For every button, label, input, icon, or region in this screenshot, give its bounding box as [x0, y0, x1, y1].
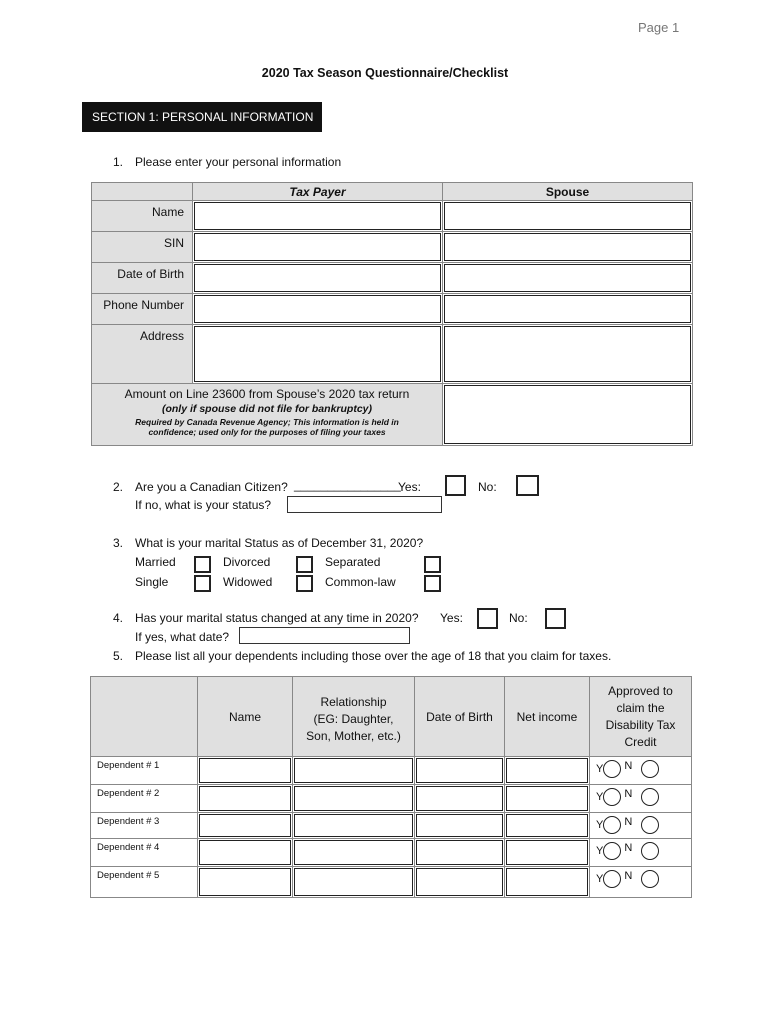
- taxpayer-address-input[interactable]: [194, 326, 441, 382]
- dep4-yes-radio[interactable]: [603, 842, 621, 860]
- dep4-income-input[interactable]: [506, 840, 588, 865]
- common-law-checkbox[interactable]: [424, 575, 441, 592]
- dep3-dob-input[interactable]: [416, 814, 503, 837]
- taxpayer-dob-cell: [193, 263, 443, 294]
- taxpayer-sin-input[interactable]: [194, 233, 441, 261]
- spouse-dob-input[interactable]: [444, 264, 691, 292]
- dep5-y-label: Y: [596, 872, 604, 885]
- dep5-relationship-input[interactable]: [294, 868, 413, 896]
- dep3-income-cell: [505, 813, 590, 839]
- dep4-relationship-cell: [293, 839, 415, 867]
- divorced-label: Divorced: [223, 555, 271, 569]
- dep2-n-label: N: [624, 788, 633, 800]
- dependent-row-5: [91, 867, 692, 898]
- dep-relationship-header: [293, 677, 415, 757]
- dep4-name-input[interactable]: [199, 840, 291, 865]
- dep-disability-header-line4: Credit: [624, 734, 657, 749]
- dependents-corner-cell: [91, 677, 198, 757]
- section-1-header: SECTION 1: PERSONAL INFORMATION: [82, 102, 322, 132]
- taxpayer-phone-cell: [193, 294, 443, 325]
- dep4-dob-cell: [415, 839, 505, 867]
- dependent-row-3: [91, 813, 692, 839]
- spouse-dob-cell: [443, 263, 693, 294]
- dep4-name-cell: [198, 839, 293, 867]
- dep4-disability-cell: [590, 839, 692, 867]
- taxpayer-phone-input[interactable]: [194, 295, 441, 323]
- dep-dob-header: Date of Birth: [415, 677, 505, 757]
- dep5-disability-cell: [590, 867, 692, 898]
- widowed-label: Widowed: [223, 575, 273, 589]
- dep4-income-cell: [505, 839, 590, 867]
- dep4-no-radio[interactable]: [641, 842, 659, 860]
- spouse-income-label: [92, 384, 443, 446]
- dependent-3-label: Dependent # 3: [91, 813, 198, 839]
- question-2-underline: ________________: [294, 478, 401, 492]
- dependents-table: [90, 676, 692, 898]
- widowed-checkbox[interactable]: [296, 575, 313, 592]
- change-date-label: If yes, what date?: [135, 630, 230, 644]
- taxpayer-name-cell: [193, 201, 443, 232]
- taxpayer-sin-cell: [193, 232, 443, 263]
- dep1-y-label: Y: [596, 762, 604, 775]
- row-label-address: Address: [92, 325, 193, 384]
- separated-label: Separated: [325, 555, 381, 569]
- spouse-income-line4: confidence; used only for the purposes of filing your taxes: [148, 427, 386, 437]
- dep1-relationship-cell: [293, 757, 415, 785]
- dep4-n-label: N: [624, 842, 633, 854]
- dep2-income-cell: [505, 785, 590, 813]
- document-title: 2020 Tax Season Questionnaire/Checklist: [261, 66, 509, 80]
- dep3-dob-cell: [415, 813, 505, 839]
- dependent-row-4: [91, 839, 692, 867]
- dep3-n-label: N: [624, 816, 633, 828]
- spouse-phone-input[interactable]: [444, 295, 691, 323]
- citizen-no-checkbox[interactable]: [516, 475, 539, 496]
- married-checkbox[interactable]: [194, 556, 211, 573]
- dep1-dob-cell: [415, 757, 505, 785]
- dep5-name-cell: [198, 867, 293, 898]
- dep2-name-input[interactable]: [199, 786, 291, 811]
- dep1-name-cell: [198, 757, 293, 785]
- dep1-relationship-input[interactable]: [294, 758, 413, 783]
- dep3-name-cell: [198, 813, 293, 839]
- page-number: Page 1: [638, 20, 680, 35]
- spouse-income-input[interactable]: [444, 385, 691, 444]
- question-5-text: Please list all your dependents including those over the age of 18 that you claim for taxes.: [135, 649, 612, 663]
- status-changed-no-label: No:: [509, 611, 528, 625]
- spouse-income-line3: Required by Canada Revenue Agency; This information is held in: [135, 417, 399, 427]
- dep2-dob-cell: [415, 785, 505, 813]
- dependent-1-label: Dependent # 1: [91, 757, 198, 785]
- status-label: If no, what is your status?: [135, 498, 272, 512]
- dep2-no-radio[interactable]: [641, 788, 659, 806]
- common-law-label: Common-law: [325, 575, 396, 589]
- dep2-relationship-input[interactable]: [294, 786, 413, 811]
- dep2-dob-input[interactable]: [416, 786, 503, 811]
- question-3-number: 3.: [113, 536, 124, 550]
- question-4-number: 4.: [113, 611, 124, 625]
- dep3-name-input[interactable]: [199, 814, 291, 837]
- dep3-income-input[interactable]: [506, 814, 588, 837]
- dep3-no-radio[interactable]: [641, 816, 659, 834]
- citizen-yes-label: Yes:: [398, 480, 421, 494]
- question-3-text: What is your marital Status as of December 31, 2020?: [135, 536, 424, 550]
- personal-info-table: [91, 182, 693, 446]
- question-4-text: Has your marital status changed at any time in 2020?: [135, 611, 419, 625]
- spouse-income-line1: Amount on Line 23600 from Spouse’s 2020 tax return: [124, 387, 410, 401]
- dep5-relationship-cell: [293, 867, 415, 898]
- question-1-text: Please enter your personal information: [135, 155, 342, 169]
- dep5-no-radio[interactable]: [641, 870, 659, 888]
- spouse-income-line2: (only if spouse did not file for bankruptcy): [161, 403, 372, 415]
- taxpayer-dob-input[interactable]: [194, 264, 441, 292]
- dep-income-header: Net income: [505, 677, 590, 757]
- question-1: [113, 155, 341, 169]
- dep5-income-input[interactable]: [506, 868, 588, 896]
- question-2-text: Are you a Canadian Citizen?: [135, 480, 288, 494]
- spouse-phone-cell: [443, 294, 693, 325]
- single-label: Single: [135, 575, 169, 589]
- dep3-yes-radio[interactable]: [603, 816, 621, 834]
- taxpayer-address-cell: [193, 325, 443, 384]
- dep5-n-label: N: [624, 870, 633, 882]
- taxpayer-name-input[interactable]: [194, 202, 441, 230]
- dep5-name-input[interactable]: [199, 868, 291, 896]
- divorced-checkbox[interactable]: [296, 556, 313, 573]
- dep1-dob-input[interactable]: [416, 758, 503, 783]
- dep2-yes-radio[interactable]: [603, 788, 621, 806]
- dependent-4-label: Dependent # 4: [91, 839, 198, 867]
- single-checkbox[interactable]: [194, 575, 211, 592]
- dep-name-header: Name: [198, 677, 293, 757]
- question-2-number: 2.: [113, 480, 124, 494]
- taxpayer-header: Tax Payer: [193, 183, 443, 201]
- spouse-address-cell: [443, 325, 693, 384]
- dep2-disability-cell: [590, 785, 692, 813]
- dep1-name-input[interactable]: [199, 758, 291, 783]
- spouse-name-input[interactable]: [444, 202, 691, 230]
- dep-relationship-header-line2: (EG: Daughter,: [313, 712, 394, 726]
- dep1-no-radio[interactable]: [641, 760, 659, 778]
- status-changed-yes-checkbox[interactable]: [477, 608, 498, 629]
- status-changed-no-checkbox[interactable]: [545, 608, 566, 629]
- citizen-yes-checkbox[interactable]: [445, 475, 466, 496]
- spouse-sin-cell: [443, 232, 693, 263]
- citizen-no-label: No:: [478, 480, 497, 494]
- row-label-sin: SIN: [92, 232, 193, 263]
- dependent-row-1: [91, 757, 692, 785]
- dependent-row-2: [91, 785, 692, 813]
- dep3-relationship-cell: [293, 813, 415, 839]
- dep-relationship-header-line3: Son, Mother, etc.): [306, 729, 401, 743]
- dep3-disability-cell: [590, 813, 692, 839]
- dep1-yes-radio[interactable]: [603, 760, 621, 778]
- dep1-disability-cell: [590, 757, 692, 785]
- dependent-2-label: Dependent # 2: [91, 785, 198, 813]
- dep-disability-header: [590, 677, 692, 757]
- row-label-phone: Phone Number: [92, 294, 193, 325]
- dep5-income-cell: [505, 867, 590, 898]
- question-5-number: 5.: [113, 649, 124, 663]
- spouse-income-cell: [443, 384, 693, 446]
- dep2-name-cell: [198, 785, 293, 813]
- dep1-income-cell: [505, 757, 590, 785]
- spouse-name-cell: [443, 201, 693, 232]
- dep-disability-header-line1: Approved to: [608, 683, 673, 698]
- status-input[interactable]: [287, 496, 442, 513]
- change-date-input[interactable]: [239, 627, 410, 644]
- dependent-5-label: Dependent # 5: [91, 867, 198, 898]
- row-label-dob: Date of Birth: [92, 263, 193, 294]
- dep-disability-header-line3: Disability Tax: [605, 717, 676, 732]
- spouse-address-input[interactable]: [444, 326, 691, 382]
- dep5-yes-radio[interactable]: [603, 870, 621, 888]
- status-changed-yes-label: Yes:: [440, 611, 463, 625]
- dep-disability-header-line2: claim the: [616, 700, 665, 715]
- dep4-relationship-input[interactable]: [294, 840, 413, 865]
- dep2-income-input[interactable]: [506, 786, 588, 811]
- question-1-number: 1.: [113, 155, 124, 169]
- corner-cell: [92, 183, 193, 201]
- separated-checkbox[interactable]: [424, 556, 441, 573]
- dep4-dob-input[interactable]: [416, 840, 503, 865]
- row-label-name: Name: [92, 201, 193, 232]
- dep2-relationship-cell: [293, 785, 415, 813]
- dep3-y-label: Y: [596, 818, 604, 831]
- dep5-dob-cell: [415, 867, 505, 898]
- dep1-n-label: N: [624, 760, 633, 772]
- dep2-y-label: Y: [596, 790, 604, 803]
- married-label: Married: [135, 555, 176, 569]
- spouse-header: Spouse: [443, 183, 693, 201]
- dep5-dob-input[interactable]: [416, 868, 503, 896]
- dep1-income-input[interactable]: [506, 758, 588, 783]
- dep4-y-label: Y: [596, 844, 604, 857]
- dep-relationship-header-line1: Relationship: [320, 695, 387, 709]
- spouse-sin-input[interactable]: [444, 233, 691, 261]
- dep3-relationship-input[interactable]: [294, 814, 413, 837]
